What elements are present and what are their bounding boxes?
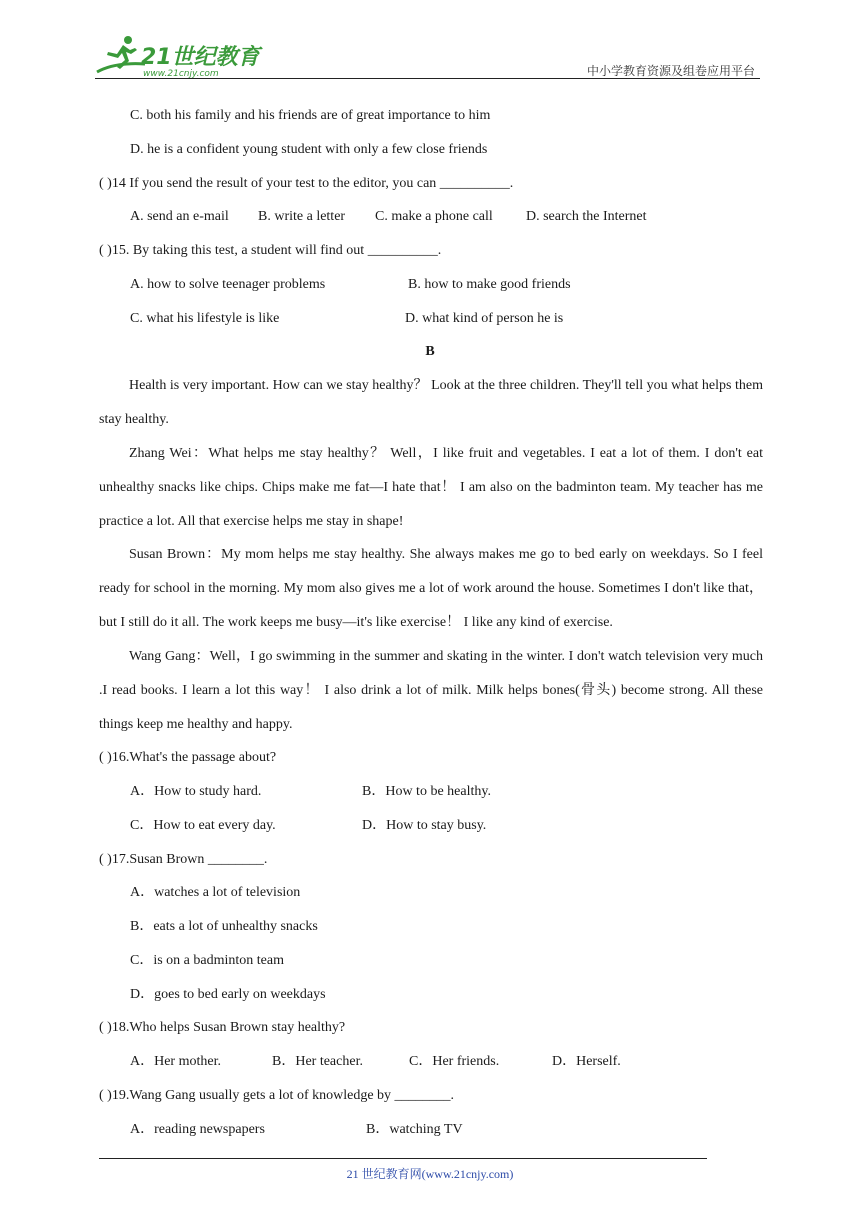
q16-option-c: C．How to eat every day. — [130, 818, 276, 833]
question-15: ( )15. By taking this test, a student will find out __________. — [99, 243, 442, 258]
header-divider — [95, 78, 760, 79]
q17-option-a: A．watches a lot of television — [130, 885, 301, 900]
footer-source[interactable]: 21 世纪教育网(www.21cnjy.com) — [346, 1167, 514, 1181]
q15-option-a: A. how to solve teenager problems — [130, 277, 326, 292]
site-logo — [95, 34, 265, 78]
question-16: ( )16.What's the passage about? — [99, 750, 277, 765]
logo-url-text: www.21cnjy.com — [143, 69, 219, 78]
footer-divider — [99, 1158, 707, 1159]
q17-option-d: D．goes to bed early on weekdays — [130, 987, 326, 1002]
question-14: ( )14 If you send the result of your test to the editor, you can __________. — [99, 176, 514, 191]
q18-option-d: D．Herself. — [552, 1054, 621, 1069]
section-heading-b: B — [425, 344, 435, 359]
question-19: ( )19.Wang Gang usually gets a lot of knowledge by ________. — [99, 1088, 455, 1103]
q14-option-d: D. search the Internet — [526, 209, 647, 224]
q14-option-c: C. make a phone call — [375, 209, 493, 224]
q15-option-d: D. what kind of person he is — [405, 311, 564, 326]
passage-susan-brown: Susan Brown：My mom helps me stay healthy. She always makes me go to bed early on weekdays. So I feel ready for school in the morning. My mom also gives me a lot of work around the house. Sometimes I don't like that， but I still do it all. The work keeps me busy—it's like exercise！ I like any kind of exercise. — [99, 547, 763, 630]
q14-option-b: B. write a letter — [258, 209, 346, 224]
q15-option-c: C. what his lifestyle is like — [130, 311, 280, 326]
passage-wang-gang: Wang Gang：Well，I go swimming in the summer and skating in the winter. I don't watch television very much .I read books. I learn a lot this way！ I also drink a lot of milk. Milk helps bones(骨头) become strong. All these things keep me healthy and happy. — [99, 649, 763, 732]
runner-logo-icon — [95, 34, 265, 78]
passage-zhang-wei: Zhang Wei：What helps me stay healthy？ Well，I like fruit and vegetables. I eat a lot of them. I don't eat unhealthy snacks like chips. Chips make me fat—I hate that！ I am also on the badminton team. My teacher has me practice a lot. All that exercise helps me stay in shape! — [99, 446, 763, 529]
passage-intro: Health is very important. How can we stay healthy？ Look at the three children. They'll tell you what helps them stay healthy. — [99, 378, 763, 427]
site-title: 中小学教育资源及组卷应用平台 — [586, 64, 755, 78]
q19-option-a: A．reading newspapers — [130, 1122, 265, 1137]
option-d-q13: D. he is a confident young student with only a few close friends — [130, 142, 488, 157]
q17-option-c: C．is on a badminton team — [130, 953, 284, 968]
q14-option-a: A. send an e-mail — [130, 209, 229, 224]
question-17: ( )17.Susan Brown ________. — [99, 852, 268, 867]
q18-option-c: C．Her friends. — [409, 1054, 500, 1069]
q18-option-b: B．Her teacher. — [272, 1054, 363, 1069]
q17-option-b: B．eats a lot of unhealthy snacks — [130, 919, 318, 934]
q16-option-a: A．How to study hard. — [130, 784, 262, 799]
q16-option-d: D．How to stay busy. — [362, 818, 487, 833]
q19-option-b: B．watching TV — [366, 1122, 463, 1137]
q18-option-a: A．Her mother. — [130, 1054, 221, 1069]
q15-option-b: B. how to make good friends — [408, 277, 571, 292]
option-c-q13: C. both his family and his friends are of great importance to him — [130, 108, 491, 123]
question-18: ( )18.Who helps Susan Brown stay healthy? — [99, 1020, 346, 1035]
q16-option-b: B．How to be healthy. — [362, 784, 491, 799]
logo-text: 21世纪教育 — [141, 45, 260, 70]
